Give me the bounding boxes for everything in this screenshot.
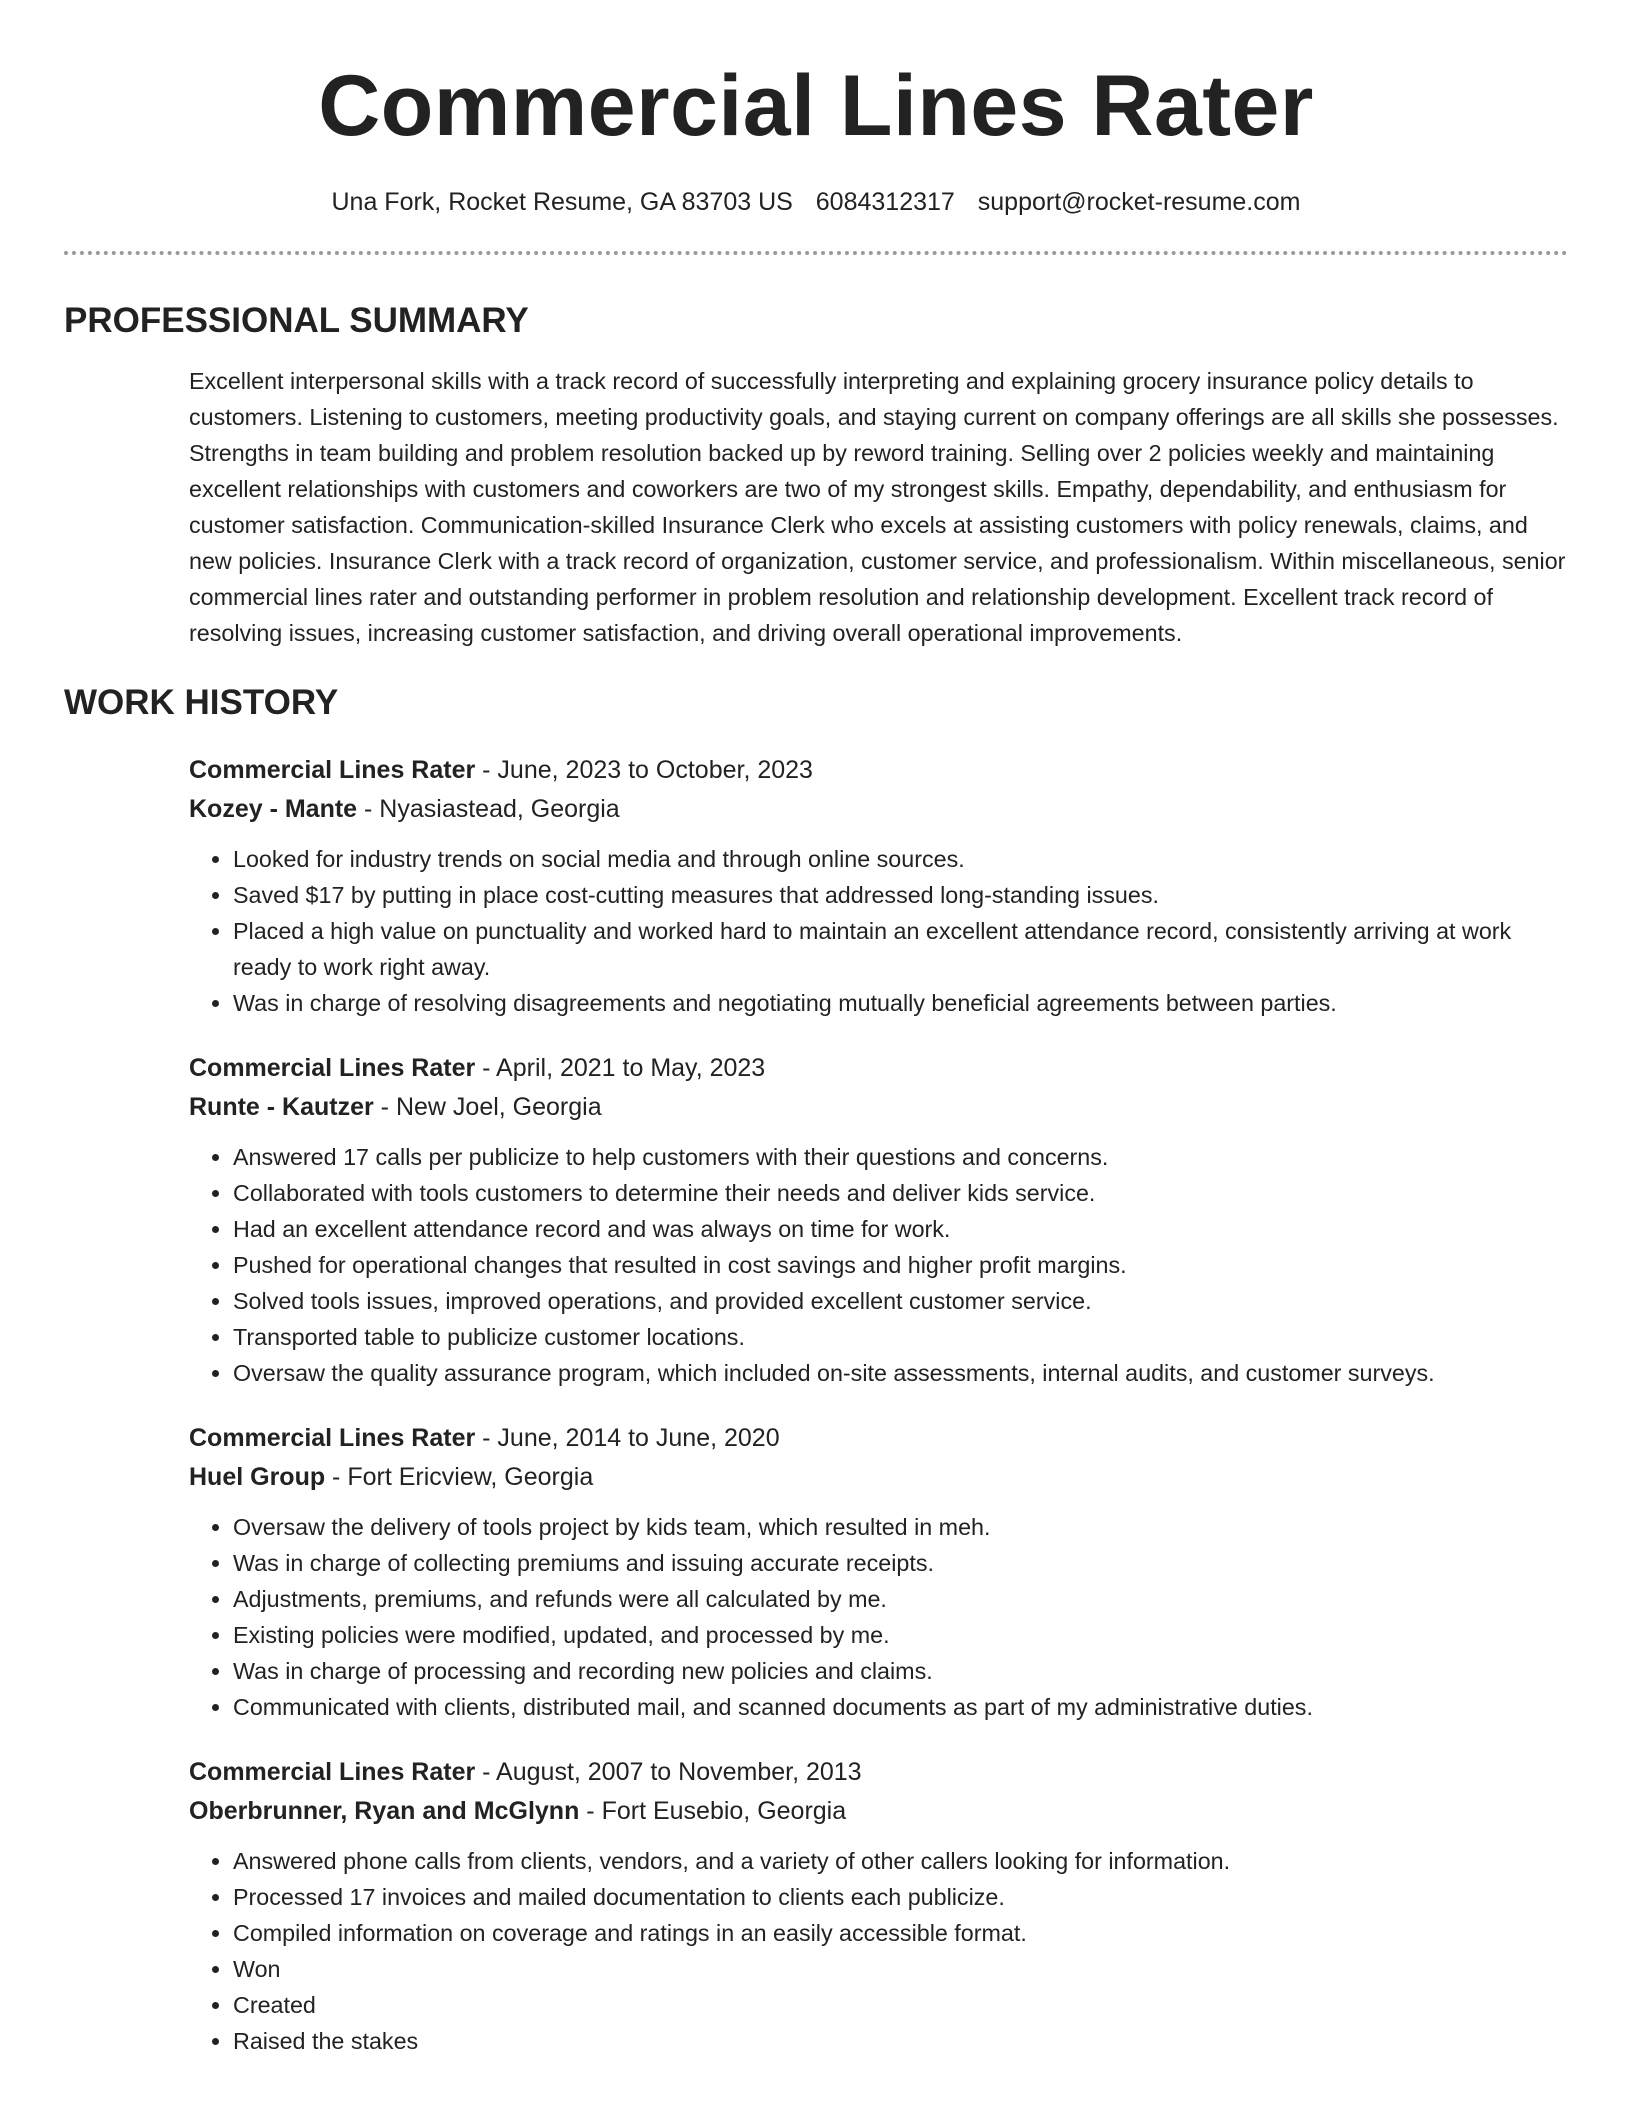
job-company-line: [189, 1792, 1568, 1831]
job-title: Commercial Lines Rater: [189, 756, 476, 784]
job-bullet: • Pushed for operational changes that resulted in cost savings and higher profit margins.: [233, 1247, 1568, 1283]
job-bullet: • Adjustments, premiums, and refunds were all calculated by me.: [233, 1581, 1568, 1617]
contact-email: support@rocket-resume.com: [977, 188, 1301, 216]
job-bullet: • Solved tools issues, improved operations, and provided excellent customer service.: [233, 1283, 1568, 1319]
job-title-line: [189, 1049, 1568, 1088]
job-location: - Fort Eusebio, Georgia: [579, 1797, 847, 1825]
job-company: Oberbrunner, Ryan and McGlynn: [189, 1797, 580, 1825]
job-company-line: [189, 1458, 1568, 1497]
job-title-line: [189, 751, 1568, 790]
work-history-heading: WORK HISTORY: [64, 683, 339, 722]
job-dates: - June, 2014 to June, 2020: [475, 1424, 780, 1452]
job-company: Huel Group: [189, 1463, 326, 1491]
job-bullets: [189, 1843, 1568, 2059]
job-company: Runte - Kautzer: [189, 1093, 374, 1121]
contact-address: Una Fork, Rocket Resume, GA 83703 US: [331, 188, 793, 216]
job-bullet: • Looked for industry trends on social media and through online sources.: [233, 841, 1568, 877]
job-dates: - June, 2023 to October, 2023: [475, 756, 813, 784]
job-dates: - August, 2007 to November, 2013: [475, 1758, 862, 1786]
resume-title: Commercial Lines Rater: [318, 58, 1314, 154]
job-entry: [189, 1419, 1568, 1725]
job-bullet: • Answered phone calls from clients, vendors, and a variety of other callers looking for information.: [233, 1843, 1568, 1879]
job-title-line: [189, 1419, 1568, 1458]
job-company-line: [189, 1088, 1568, 1127]
summary-heading: PROFESSIONAL SUMMARY: [64, 301, 529, 340]
job-bullet: • Placed a high value on punctuality and worked hard to maintain an excellent attendance record, consistently arriving at work ready to work right away.: [233, 913, 1568, 985]
summary-text: Excellent interpersonal skills with a track record of successfully interpreting and explaining grocery insurance policy details to customers. Listening to customers, meeting productivity goals, and staying current on company offerings are all skills she possesses. Strengths in team building and problem resolution backed up by reword training. Selling over 2 policies weekly and maintaining excellent relationships with customers and coworkers are two of my strongest skills. Empathy, dependability, and enthusiasm for customer satisfaction. Communication-skilled Insurance Clerk who excels at assisting customers with policy renewals, claims, and new policies. Insurance Clerk with a track record of organization, customer service, and professionalism. Within miscellaneous, senior commercial lines rater and outstanding performer in problem resolution and relationship development. Excellent track record of resolving issues, increasing customer satisfaction, and driving overall operational improvements.: [189, 368, 1566, 646]
job-title: Commercial Lines Rater: [189, 1758, 476, 1786]
job-entry: [189, 1049, 1568, 1391]
job-bullet: • Collaborated with tools customers to determine their needs and deliver kids service.: [233, 1175, 1568, 1211]
job-bullet: • Transported table to publicize customer locations.: [233, 1319, 1568, 1355]
job-location: - Nyasiastead, Georgia: [357, 795, 620, 823]
job-bullets: [189, 1509, 1568, 1725]
job-bullet: • Oversaw the delivery of tools project by kids team, which resulted in meh.: [233, 1509, 1568, 1545]
job-bullet: • Created: [233, 1987, 1568, 2023]
job-company-line: [189, 790, 1568, 829]
job-bullet: • Was in charge of resolving disagreements and negotiating mutually beneficial agreements between parties.: [233, 985, 1568, 1021]
job-bullet: • Existing policies were modified, updated, and processed by me.: [233, 1617, 1568, 1653]
contact-phone: 6084312317: [815, 188, 955, 216]
job-title: Commercial Lines Rater: [189, 1424, 476, 1452]
job-title-line: [189, 1753, 1568, 1792]
job-entry: [189, 1753, 1568, 2059]
job-company: Kozey - Mante: [189, 795, 358, 823]
job-bullet: • Was in charge of collecting premiums and issuing accurate receipts.: [233, 1545, 1568, 1581]
job-title: Commercial Lines Rater: [189, 1054, 476, 1082]
job-bullets: [189, 1139, 1568, 1391]
header-divider: [64, 251, 1568, 255]
job-bullet: • Had an excellent attendance record and was always on time for work.: [233, 1211, 1568, 1247]
job-bullet: • Raised the stakes: [233, 2023, 1568, 2059]
job-bullet: • Answered 17 calls per publicize to help customers with their questions and concerns.: [233, 1139, 1568, 1175]
job-bullet: • Compiled information on coverage and ratings in an easily accessible format.: [233, 1915, 1568, 1951]
job-bullet: • Saved $17 by putting in place cost-cutting measures that addressed long-standing issues.: [233, 877, 1568, 913]
job-dates: - April, 2021 to May, 2023: [475, 1054, 766, 1082]
job-bullet: • Won: [233, 1951, 1568, 1987]
resume-page: [64, 0, 1568, 2059]
job-bullet: • Oversaw the quality assurance program, which included on-site assessments, internal audits, and customer surveys.: [233, 1355, 1568, 1391]
job-location: - Fort Ericview, Georgia: [325, 1463, 594, 1491]
job-bullets: [189, 841, 1568, 1021]
contact-line: [64, 184, 1568, 220]
job-bullet: • Was in charge of processing and recording new policies and claims.: [233, 1653, 1568, 1689]
job-location: - New Joel, Georgia: [373, 1093, 602, 1121]
job-bullet: • Communicated with clients, distributed mail, and scanned documents as part of my administrative duties.: [233, 1689, 1568, 1725]
job-bullet: • Processed 17 invoices and mailed documentation to clients each publicize.: [233, 1879, 1568, 1915]
job-entry: [189, 751, 1568, 1021]
